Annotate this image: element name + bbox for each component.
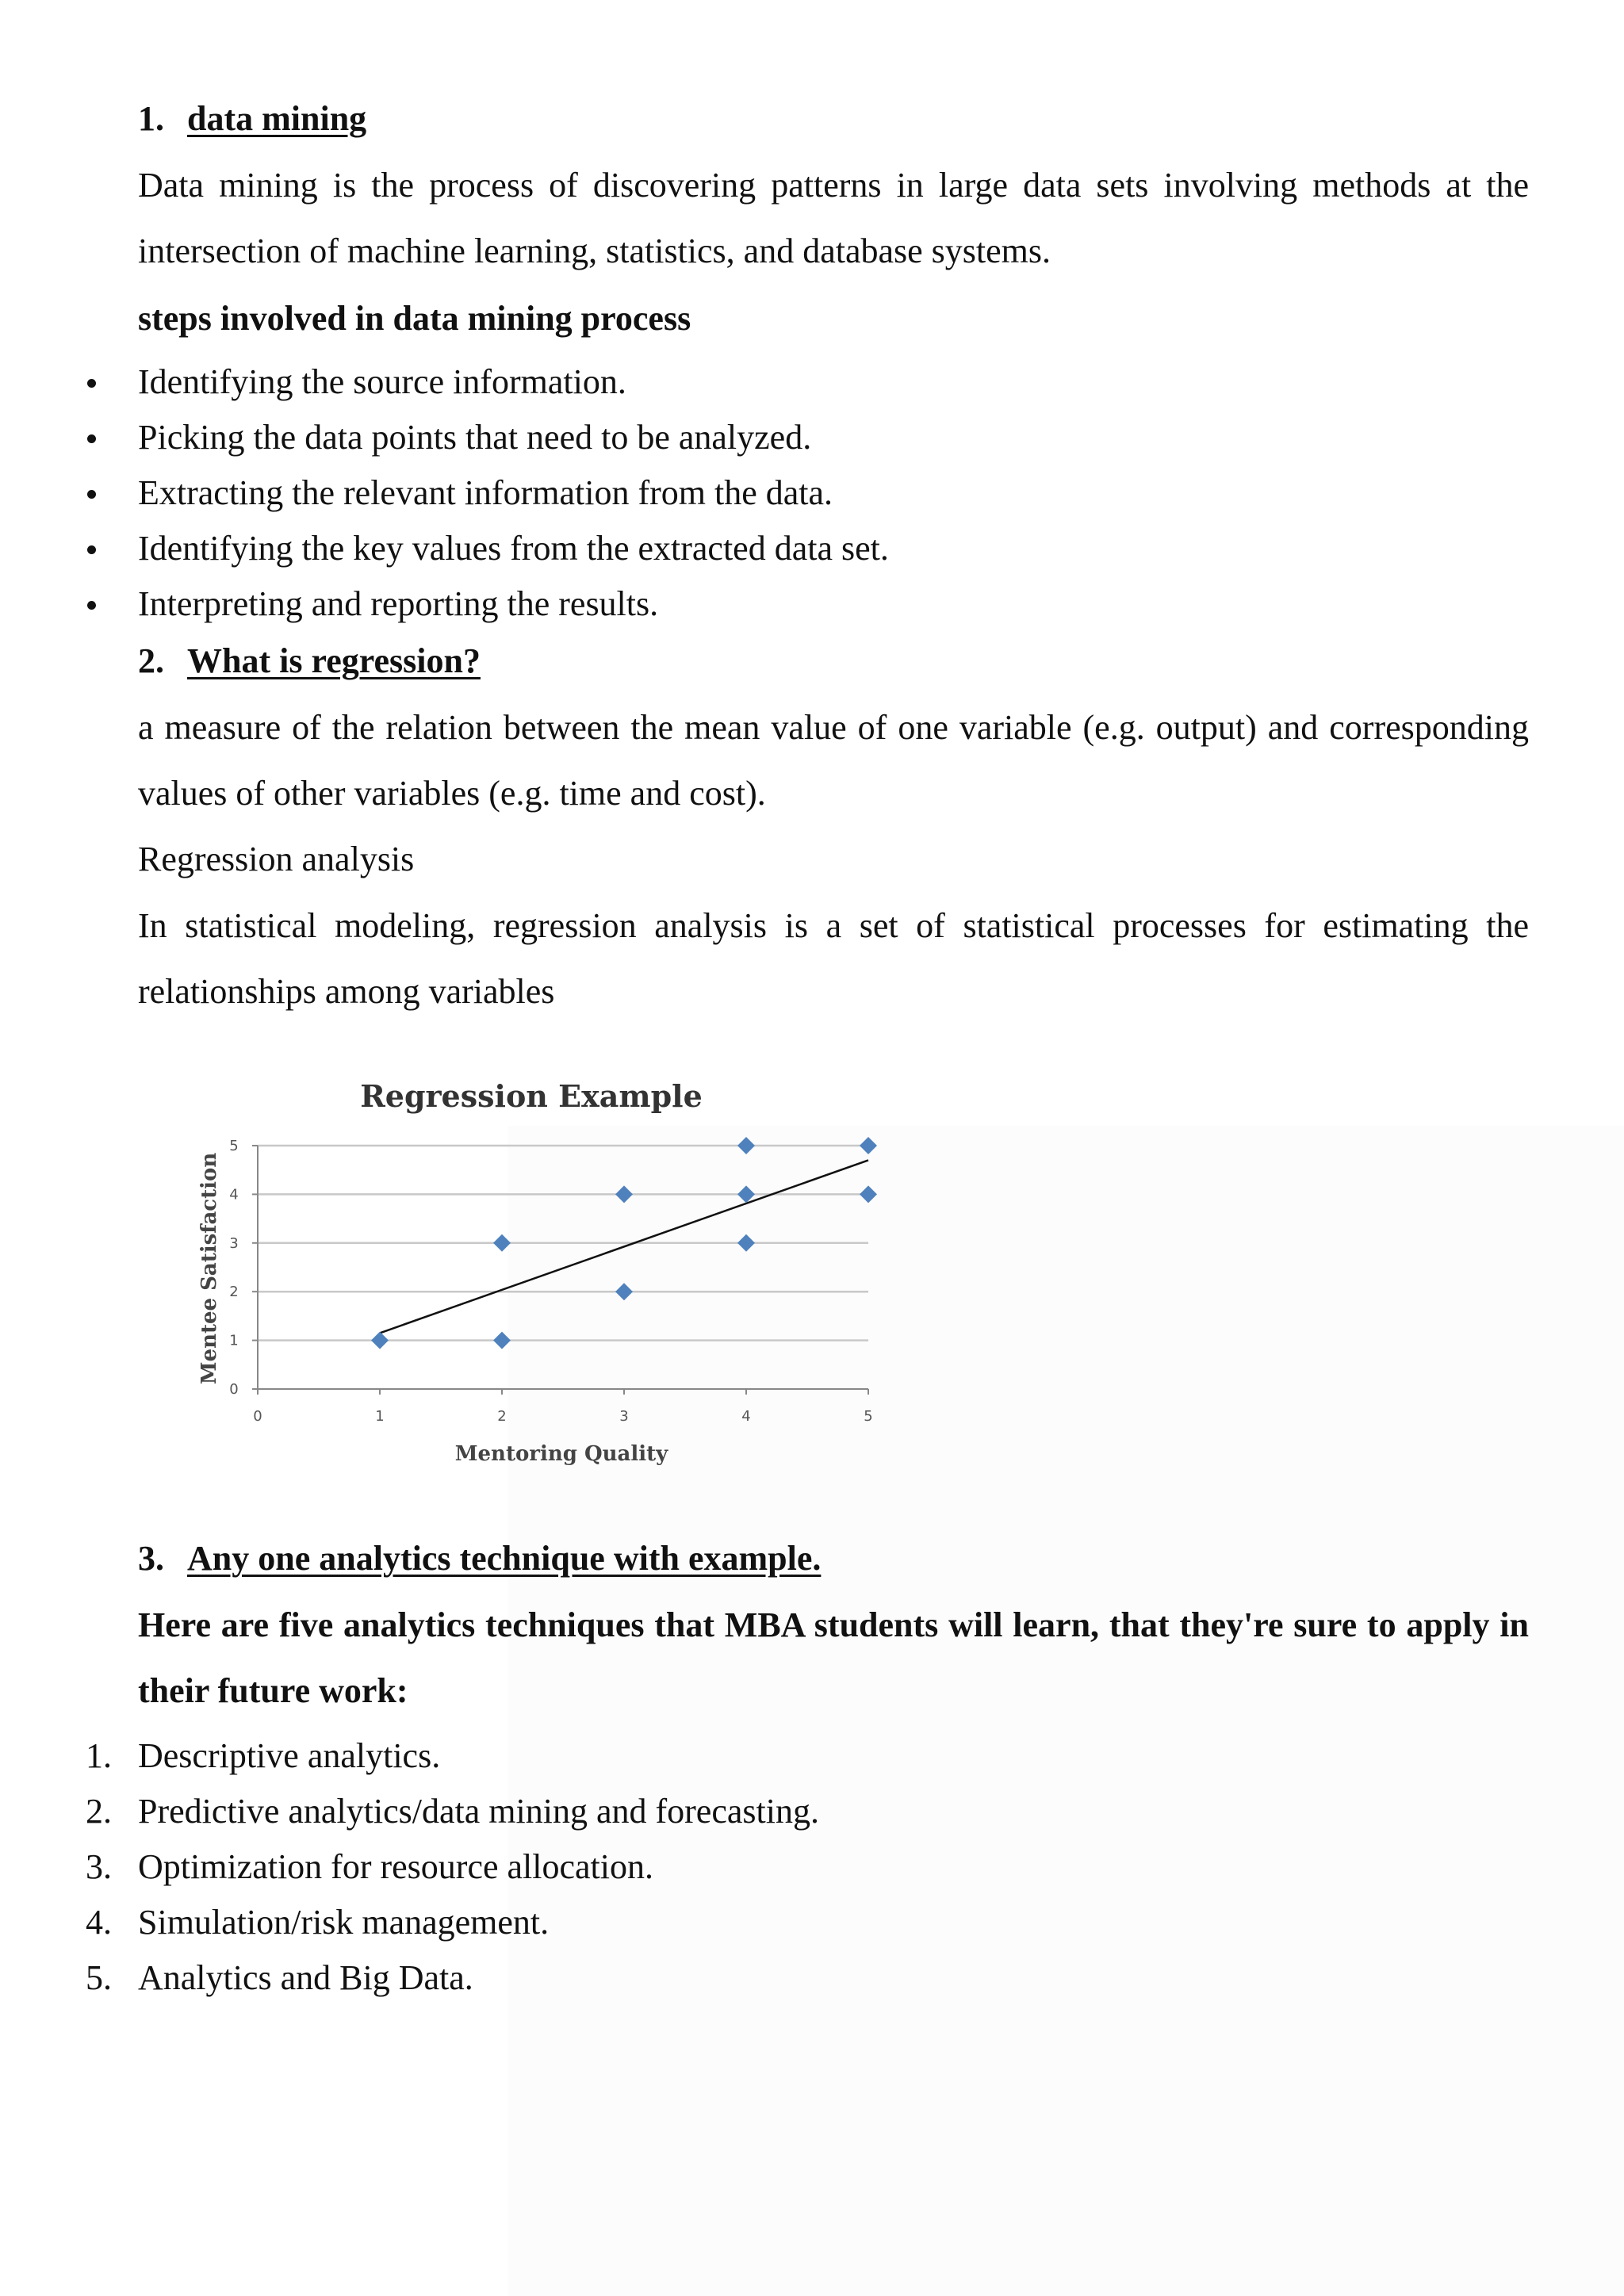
chart-title: Regression Example [360, 1078, 703, 1114]
section-3-heading [138, 1536, 821, 1581]
x-tick-label: 0 [253, 1408, 262, 1425]
list-item: 4. Simulation/risk management. [0, 1895, 819, 1950]
y-axis-label: Mentee Satisfaction [197, 1152, 221, 1385]
data-mining-steps-list [0, 354, 889, 632]
data-point [493, 1234, 511, 1252]
y-tick-label: 2 [229, 1284, 239, 1301]
bullet-icon [87, 434, 96, 443]
list-item: 1. Descriptive analytics. [0, 1728, 819, 1784]
analytics-techniques-list [0, 1728, 819, 2006]
section-3-title: Any one analytics technique with example. [187, 1539, 822, 1578]
section-1-number: 1. [138, 99, 164, 138]
section-1-title: data mining [187, 99, 367, 138]
data-point [493, 1332, 511, 1349]
section-2-title: What is regression? [187, 641, 481, 680]
bullet-icon [87, 490, 96, 499]
data-point [860, 1185, 877, 1203]
bullet-icon [87, 379, 96, 388]
data-point [860, 1137, 877, 1154]
list-number: 5. [86, 1958, 112, 1997]
list-item: Extracting the relevant information from the data. [0, 465, 889, 521]
list-item: Identifying the source information. [0, 354, 889, 410]
list-number: 1. [86, 1736, 112, 1775]
section-2-heading [138, 639, 481, 683]
x-tick-label: 2 [497, 1408, 507, 1425]
list-item: 2. Predictive analytics/data mining and forecasting. [0, 1784, 819, 1839]
list-item: Identifying the key values from the extracted data set. [0, 521, 889, 576]
y-tick-label: 0 [229, 1381, 239, 1398]
list-item: 5. Analytics and Big Data. [0, 1950, 819, 2006]
regression-analysis-subheading: Regression analysis [138, 840, 415, 878]
data-point [615, 1185, 633, 1203]
regression-chart-svg [182, 1062, 896, 1475]
analytics-intro: Here are five analytics techniques that MBA students will learn, that they're sure to apply in their future work: [138, 1605, 1529, 1710]
data-point [737, 1137, 755, 1154]
list-number: 4. [86, 1903, 112, 1942]
x-tick-label: 1 [375, 1408, 385, 1425]
list-number: 2. [86, 1792, 112, 1831]
y-tick-label: 3 [229, 1234, 239, 1252]
section-1-heading [138, 97, 366, 141]
chart-gridlines [258, 1146, 868, 1341]
list-item: Picking the data points that need to be analyzed. [0, 410, 889, 465]
section-2-number: 2. [138, 641, 164, 680]
steps-heading: steps involved in data mining process [138, 299, 691, 338]
regression-definition: a measure of the relation between the mean value of one variable (e.g. output) and corresponding values of other variables (e.g. time and cost). [138, 708, 1529, 813]
chart-tick-labels [229, 1138, 872, 1425]
data-point [371, 1332, 389, 1349]
section-3-number: 3. [138, 1539, 164, 1578]
x-axis-label: Mentoring Quality [454, 1442, 668, 1466]
data-mining-definition: Data mining is the process of discovering patterns in large data sets involving methods at the intersection of machine learning, statistics, and database systems. [138, 166, 1529, 270]
bullet-icon [87, 601, 96, 610]
y-tick-label: 4 [229, 1186, 239, 1203]
x-tick-label: 5 [864, 1408, 873, 1425]
list-item: 3. Optimization for resource allocation. [0, 1839, 819, 1895]
bullet-icon [87, 545, 96, 554]
x-tick-label: 3 [619, 1408, 629, 1425]
data-point [737, 1234, 755, 1252]
x-tick-label: 4 [741, 1408, 751, 1425]
y-tick-label: 1 [229, 1332, 239, 1349]
y-tick-label: 5 [229, 1138, 239, 1154]
data-point [615, 1283, 633, 1300]
regression-chart [182, 1062, 896, 1475]
list-number: 3. [86, 1847, 112, 1886]
regression-analysis-text: In statistical modeling, regression analysis is a set of statistical processes for estimating the relationships among variables [138, 906, 1529, 1011]
list-item: Interpreting and reporting the results. [0, 576, 889, 632]
